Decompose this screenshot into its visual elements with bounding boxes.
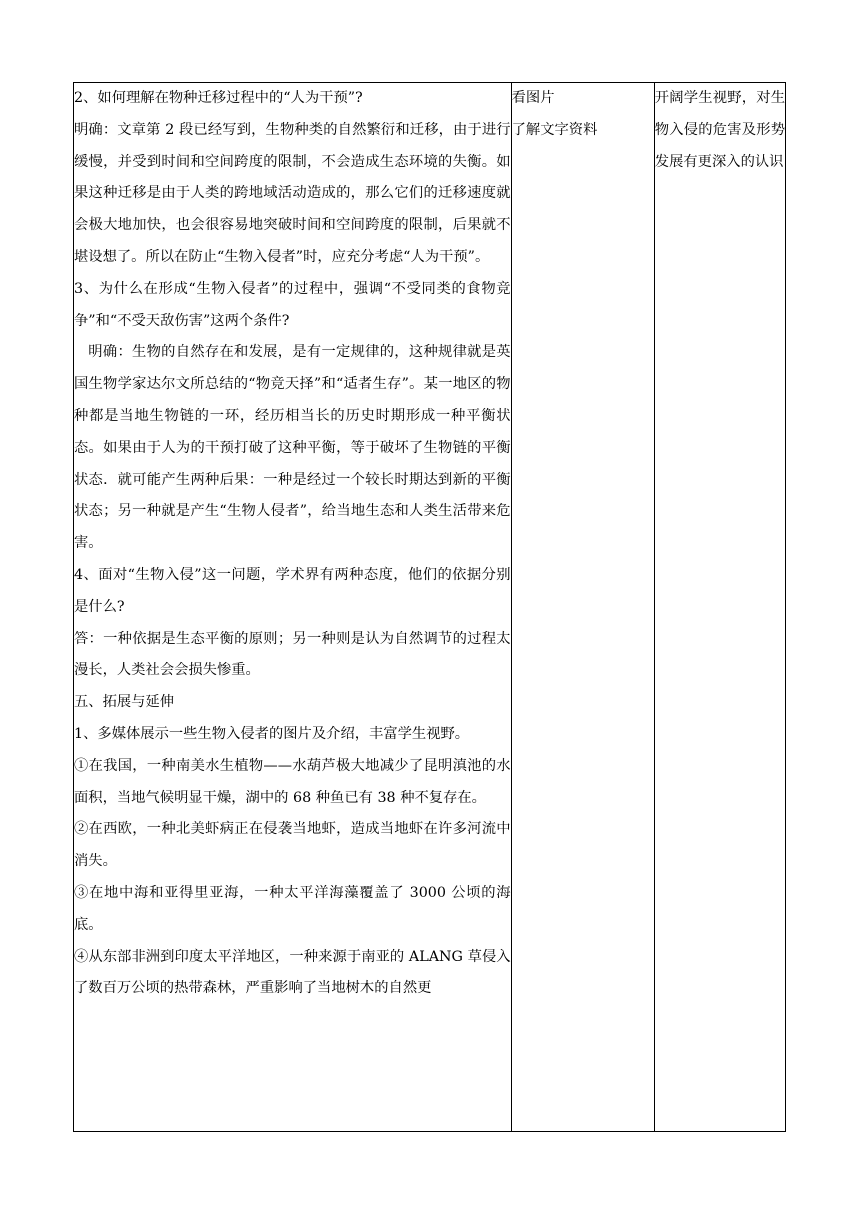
content-paragraph: 明确：文章第 2 段已经写到，生物种类的自然繁衍和迁移，由于进行缓慢，并受到时间和空间跨度的限制，不会造成生态环境的失衡。如果这种迁移是由于人类的跨地域活动造成的，那么它们的迁移速度就会极大地加快，也会很容易地突破时间和空间跨度的限制，后果就不堪设想了。所以在防止“生物入侵者”时，应充分考虑“人为干预”。 (74, 121, 511, 265)
content-paragraph: ③在地中海和亚得里亚海，一种太平洋海藻覆盖了 3000 公顷的海底。 (74, 884, 511, 933)
content-paragraph: ④从东部非洲到印度太平洋地区，一种来源于南亚的 ALANG 草侵入了数百万公顷的热带森林，严重影响了当地树木的自然更 (74, 948, 511, 997)
content-paragraph: 明确：生物的自然存在和发展，是有一定规律的，这种规律就是英国生物学家达尔文所总结的“物竞天择”和“适者生存”。某一地区的物种都是当地生物链的一环，经历相当长的历史时期形成一种平衡状态。如果由于人为的干预打破了这种平衡，等于破坏了生物链的平衡状态．就可能产生两种后果：一种是经过一个较长时期达到新的平衡状态；另一种就是产生“生物人侵者”，给当地生态和人类生活带来危害。 (74, 344, 511, 552)
design-intent-cell (654, 83, 785, 1132)
teaching-content (74, 83, 511, 1005)
content-paragraph: 答：一种依据是生态平衡的原则；另一种则是认为自然调节的过程太漫长，人类社会会损失惨重。 (74, 630, 511, 679)
table-row (74, 83, 786, 1132)
content-paragraph: 3、为什么在形成“生物入侵者”的过程中，强调“不受同类的食物竞争”和“不受天敌伤害”这两个条件? (74, 280, 511, 329)
teaching-content-cell (74, 83, 512, 1132)
content-paragraph: ①在我国，一种南美水生植物——水葫芦极大地减少了昆明滇池的水面积，当地气候明显干燥，湖中的 68 种鱼已有 38 种不复存在。 (74, 757, 511, 806)
content-paragraph: 1、多媒体展示一些生物入侵者的图片及介绍，丰富学生视野。 (74, 725, 470, 742)
lesson-plan-table (73, 82, 786, 1132)
student-activity (512, 83, 654, 147)
student-activity-cell (511, 83, 654, 1132)
content-paragraph: ②在西欧，一种北美虾病正在侵袭当地虾，造成当地虾在许多河流中消失。 (74, 821, 511, 870)
content-paragraph: 2、如何理解在物种迁移过程中的“人为干预”? (74, 90, 363, 106)
content-paragraph: 4、面对“生物入侵”这一问题，学术界有两种态度，他们的依据分别是什么? (74, 566, 511, 615)
activity-line: 了解文字资料 (511, 121, 598, 138)
activity-line: 看图片 (511, 90, 555, 106)
design-intent-text: 开阔学生视野，对生物入侵的危害及形势发展有更深入的认识 (654, 90, 785, 170)
content-paragraph: 五、拓展与延伸 (74, 694, 175, 711)
